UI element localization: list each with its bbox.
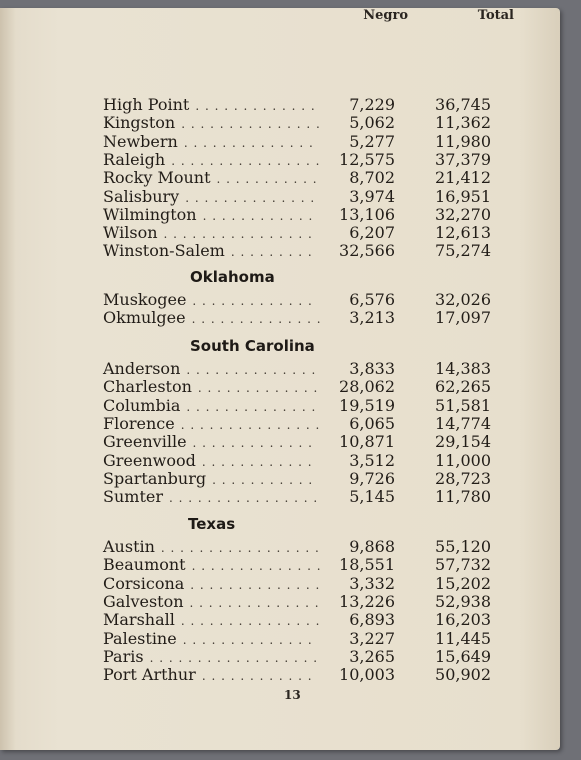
negro-population: 9,726 xyxy=(349,468,395,488)
dot-leader: . . . . . . . . . . . . . . xyxy=(182,632,313,647)
negro-population: 10,871 xyxy=(339,432,395,452)
total-population: 51,581 xyxy=(435,395,491,415)
table-row xyxy=(103,169,493,187)
table-row xyxy=(103,206,493,224)
city-name: Palestine xyxy=(103,628,177,648)
state-heading: Texas xyxy=(188,515,236,533)
table-row xyxy=(103,630,493,648)
negro-population: 32,566 xyxy=(339,241,395,261)
city-name: Kingston xyxy=(103,113,176,133)
dot-leader: . . . . . . . . . . . . . . xyxy=(185,190,316,205)
dot-leader: . . . . . . . . . . . . . . . xyxy=(181,117,321,132)
negro-population: 8,702 xyxy=(349,168,395,188)
total-population: 17,097 xyxy=(435,308,491,328)
city-name: Wilson xyxy=(103,223,158,243)
city-name: Columbia xyxy=(103,395,181,415)
city-name: Paris xyxy=(103,646,144,666)
table-row xyxy=(103,538,493,556)
city-name: Marshall xyxy=(103,610,175,630)
dot-leader: . . . . . . . . . . . xyxy=(216,172,318,187)
negro-population: 9,868 xyxy=(349,537,395,556)
table-row xyxy=(103,648,493,666)
total-population: 52,938 xyxy=(435,591,491,611)
city-name: Greenville xyxy=(103,432,187,452)
negro-population: 3,227 xyxy=(349,628,395,648)
negro-population: 7,229 xyxy=(349,95,395,114)
table-row xyxy=(103,188,493,206)
city-name: Anderson xyxy=(103,359,181,378)
table-row xyxy=(103,556,493,574)
table-row xyxy=(103,470,493,488)
dot-leader: . . . . . . . . . . . xyxy=(212,472,314,487)
total-population: 11,780 xyxy=(435,487,491,507)
total-population: 75,274 xyxy=(435,241,491,261)
dot-leader: . . . . . . . . . . . . . . xyxy=(186,363,317,377)
table-row xyxy=(103,575,493,593)
table-row xyxy=(103,242,493,260)
negro-population: 28,062 xyxy=(339,377,395,397)
total-population: 16,951 xyxy=(435,186,491,206)
book-page xyxy=(0,8,560,750)
total-population: 15,649 xyxy=(435,646,491,666)
city-name: Rocky Mount xyxy=(103,168,211,188)
total-population: 50,902 xyxy=(435,665,491,685)
table-row xyxy=(103,452,493,470)
city-name: Port Arthur xyxy=(103,665,196,685)
state-heading: South Carolina xyxy=(190,337,315,355)
negro-population: 6,576 xyxy=(349,290,395,309)
dot-leader: . . . . . . . . . . . . . . . xyxy=(180,614,321,629)
table-row xyxy=(103,397,493,415)
table-row xyxy=(103,133,493,151)
total-population: 14,774 xyxy=(435,413,491,433)
dot-leader: . . . . . . . . . . . . . . xyxy=(191,559,322,574)
total-population: 12,613 xyxy=(435,223,491,243)
total-population: 36,745 xyxy=(435,95,491,114)
table-row xyxy=(103,378,493,396)
table-row xyxy=(103,114,493,132)
city-name: Galveston xyxy=(103,591,184,611)
negro-population: 19,519 xyxy=(339,395,395,415)
dot-leader: . . . . . . . . . . . . . . . . . . xyxy=(149,650,319,665)
negro-population: 3,213 xyxy=(349,308,395,328)
negro-population: 12,575 xyxy=(339,149,395,169)
table-row xyxy=(103,433,493,451)
dot-leader: . . . . . . . . . . . . . . . . xyxy=(168,491,319,506)
negro-population: 5,277 xyxy=(349,131,395,151)
table-row xyxy=(103,593,493,611)
dot-leader: . . . . . . . . . . . . . . . . xyxy=(163,227,313,242)
total-population: 14,383 xyxy=(435,359,491,378)
state-heading: Oklahoma xyxy=(190,268,275,286)
table-row xyxy=(103,96,493,114)
table-row xyxy=(103,224,493,242)
total-population: 57,732 xyxy=(435,555,491,575)
total-population: 11,000 xyxy=(435,450,491,470)
dot-leader: . . . . . . . . . . . . xyxy=(201,669,313,684)
negro-population: 13,226 xyxy=(339,591,395,611)
city-name: Spartanburg xyxy=(103,468,207,488)
dot-leader: . . . . . . . . . . . . . . . . . xyxy=(160,541,320,555)
total-population: 37,379 xyxy=(435,149,491,169)
city-name: Raleigh xyxy=(103,149,166,169)
city-name: Corsicona xyxy=(103,573,185,593)
negro-population: 6,893 xyxy=(349,610,395,630)
negro-population: 13,106 xyxy=(339,204,395,224)
dot-leader: . . . . . . . . . . . . . . . xyxy=(180,417,321,432)
total-population: 16,203 xyxy=(435,610,491,630)
total-population: 11,445 xyxy=(435,628,491,648)
dot-leader: . . . . . . . . . . . . . . xyxy=(189,595,320,610)
total-population: 11,362 xyxy=(435,113,491,133)
city-name: Winston-Salem xyxy=(103,241,225,261)
dot-leader: . . . . . . . . . . . . . xyxy=(197,381,319,396)
negro-population: 3,974 xyxy=(349,186,395,206)
city-name: Muskogee xyxy=(103,290,187,309)
city-name: Charleston xyxy=(103,377,192,397)
table-row xyxy=(103,360,493,378)
negro-population: 3,265 xyxy=(349,646,395,666)
dot-leader: . . . . . . . . . xyxy=(230,245,313,260)
negro-population: 18,551 xyxy=(339,555,395,575)
dot-leader: . . . . . . . . . . . . xyxy=(201,454,313,469)
negro-population: 3,833 xyxy=(349,359,395,378)
negro-population: 10,003 xyxy=(339,665,395,685)
city-name: Greenwood xyxy=(103,450,196,470)
dot-leader: . . . . . . . . . . . . . xyxy=(192,294,313,308)
column-header-total: Total xyxy=(477,8,514,23)
total-population: 55,120 xyxy=(435,537,491,556)
total-population: 32,026 xyxy=(435,290,491,309)
dot-leader: . . . . . . . . . . . . . . xyxy=(183,135,314,150)
dot-leader: . . . . . . . . . . . . xyxy=(202,208,314,223)
table-row xyxy=(103,151,493,169)
table-row xyxy=(103,666,493,684)
table-row xyxy=(103,291,493,309)
city-name: Salisbury xyxy=(103,186,180,206)
total-population: 21,412 xyxy=(435,168,491,188)
total-population: 28,723 xyxy=(435,468,491,488)
city-name: Okmulgee xyxy=(103,308,186,328)
dot-leader: . . . . . . . . . . . . . . xyxy=(191,312,322,327)
negro-population: 5,145 xyxy=(349,487,395,507)
table-row xyxy=(103,309,493,327)
city-name: Florence xyxy=(103,413,175,433)
dot-leader: . . . . . . . . . . . . . xyxy=(195,99,316,113)
total-population: 62,265 xyxy=(435,377,491,397)
negro-population: 3,332 xyxy=(349,573,395,593)
total-population: 32,270 xyxy=(435,204,491,224)
dot-leader: . . . . . . . . . . . . . xyxy=(192,436,313,451)
dot-leader: . . . . . . . . . . . . . . xyxy=(186,399,317,414)
total-population: 29,154 xyxy=(435,432,491,452)
table-row xyxy=(103,611,493,629)
table-row xyxy=(103,415,493,433)
page-number: 13 xyxy=(284,688,301,702)
total-population: 11,980 xyxy=(435,131,491,151)
city-name: Wilmington xyxy=(103,204,197,224)
negro-population: 3,512 xyxy=(349,450,395,470)
city-name: Austin xyxy=(103,537,155,556)
total-population: 15,202 xyxy=(435,573,491,593)
table-row xyxy=(103,488,493,506)
column-header-negro: Negro xyxy=(363,8,408,23)
city-name: High Point xyxy=(103,95,190,114)
city-name: Newbern xyxy=(103,131,178,151)
dot-leader: . . . . . . . . . . . . . . . . xyxy=(171,153,321,168)
dot-leader: . . . . . . . . . . . . . . xyxy=(190,577,321,592)
city-name: Sumter xyxy=(103,487,163,507)
negro-population: 5,062 xyxy=(349,113,395,133)
negro-population: 6,065 xyxy=(349,413,395,433)
negro-population: 6,207 xyxy=(349,223,395,243)
city-name: Beaumont xyxy=(103,555,186,575)
